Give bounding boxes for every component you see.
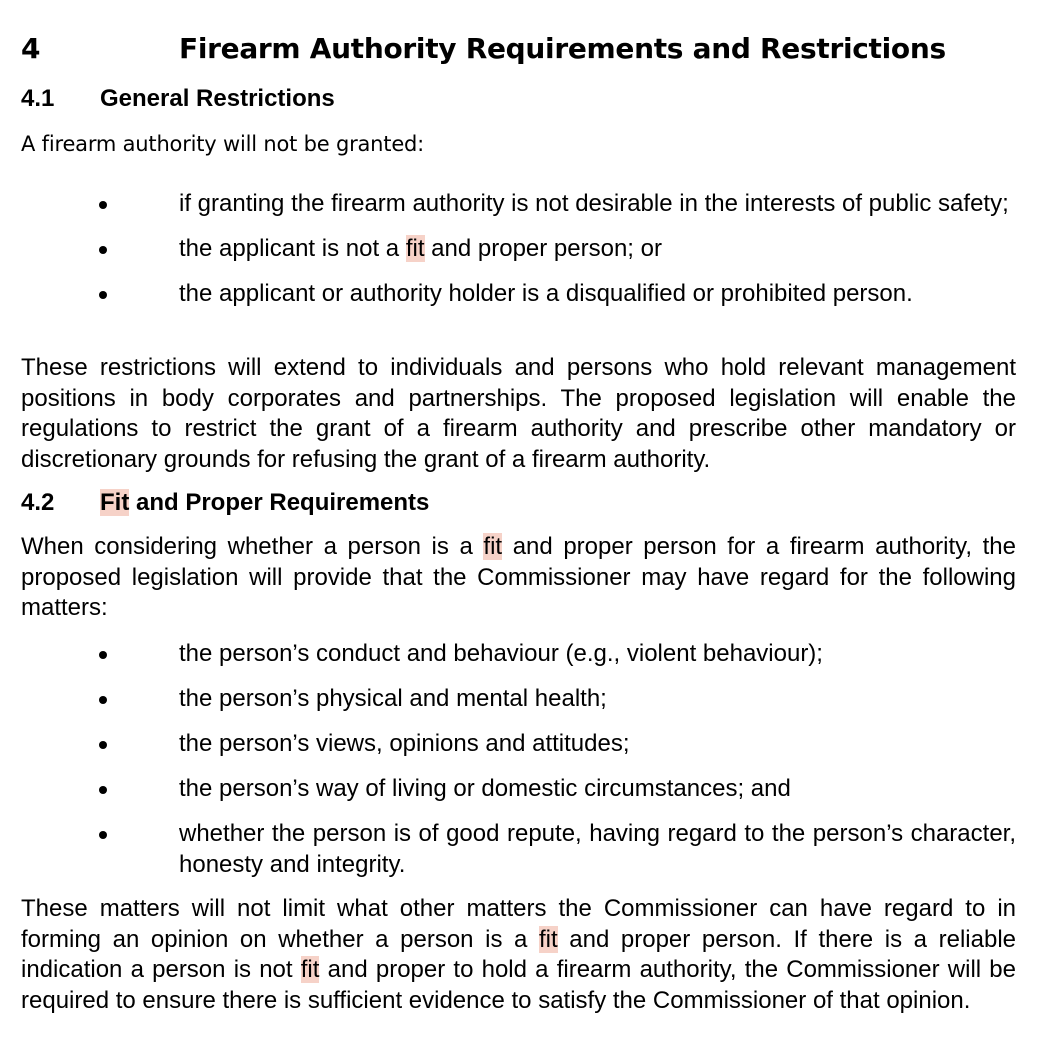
closing-text-2: and proper person. If there is a reliable indication a person is not bbox=[21, 925, 1016, 983]
subsection-heading-4-1 bbox=[21, 83, 1016, 115]
bullet-icon bbox=[99, 696, 107, 704]
bullet-icon bbox=[99, 651, 107, 659]
restrictions-intro: A firearm authority will not be granted: bbox=[21, 132, 425, 156]
intro-text-after: and proper person for a firearm authority, the proposed legislation will provide that the Commissioner may have regard for the following matters: bbox=[21, 533, 1016, 621]
list-item-text: whether the person is of good repute, having regard to the person’s character, honesty and integrity. bbox=[179, 820, 1016, 878]
list-item-text: the person’s conduct and behaviour (e.g., violent behaviour); bbox=[179, 640, 823, 667]
closing-text-3: and proper to hold a firearm authority, the Commissioner will be required to ensure there is sufficient evidence to satisfy the Commissioner of that opinion. bbox=[21, 956, 1016, 1014]
search-highlight: fit bbox=[538, 925, 558, 953]
bullet-icon bbox=[99, 786, 107, 794]
search-highlight: Fit bbox=[100, 489, 130, 516]
list-item-text: the person’s views, opinions and attitudes; bbox=[179, 730, 630, 757]
section-title: Firearm Authority Requirements and Restrictions bbox=[179, 32, 946, 65]
list-item-text: the person’s physical and mental health; bbox=[179, 685, 607, 712]
subsection-number: 4.1 bbox=[21, 85, 55, 112]
subsection-number: 4.2 bbox=[21, 489, 55, 516]
restrictions-paragraph: These restrictions will extend to individuals and persons who hold relevant management positions in body corporates and partnerships. The proposed legislation will enable the regulations to restrict the grant of a firearm authority and prescribe other mandatory or discretionary grounds for refusing the grant of a firearm authority. bbox=[21, 354, 1016, 473]
list-item-text: the person’s way of living or domestic circumstances; and bbox=[179, 775, 791, 802]
subsection-title bbox=[100, 487, 429, 519]
search-highlight: fit bbox=[483, 533, 503, 560]
requirements-intro bbox=[21, 532, 1016, 624]
closing-text-1: These matters will not limit what other matters the Commissioner can have regard to in forming an opinion on whether a person is a bbox=[21, 895, 1016, 953]
list-item bbox=[21, 729, 1016, 760]
list-item bbox=[21, 234, 1016, 265]
matters-list bbox=[21, 639, 1016, 895]
restrictions-list bbox=[21, 189, 1016, 324]
subsection-heading-4-2 bbox=[21, 487, 1016, 519]
list-item bbox=[21, 639, 1016, 670]
list-item bbox=[21, 819, 1016, 880]
bullet-icon bbox=[99, 201, 107, 209]
list-item bbox=[21, 774, 1016, 805]
search-highlight: fit bbox=[405, 235, 425, 262]
bullet-icon bbox=[99, 831, 107, 839]
bullet-icon bbox=[99, 741, 107, 749]
section-heading bbox=[21, 26, 1016, 72]
search-highlight: fit bbox=[300, 956, 320, 983]
bullet-icon bbox=[99, 291, 107, 299]
intro-text-before: When considering whether a person is a bbox=[21, 533, 484, 560]
list-item-text-after: and proper person; or bbox=[424, 235, 662, 262]
closing-paragraph bbox=[21, 894, 1016, 1016]
bullet-icon bbox=[99, 246, 107, 254]
subsection-title: General Restrictions bbox=[100, 85, 335, 112]
section-number: 4 bbox=[21, 32, 41, 65]
list-item bbox=[21, 279, 1016, 310]
list-item bbox=[21, 684, 1016, 715]
list-item-text: if granting the firearm authority is not desirable in the interests of public safety; bbox=[179, 190, 1009, 217]
list-item bbox=[21, 189, 1016, 220]
list-item-text-before: the applicant is not a bbox=[179, 235, 406, 262]
subsection-title-rest: and Proper Requirements bbox=[129, 489, 430, 516]
list-item-text: the applicant or authority holder is a disqualified or prohibited person. bbox=[179, 280, 913, 307]
